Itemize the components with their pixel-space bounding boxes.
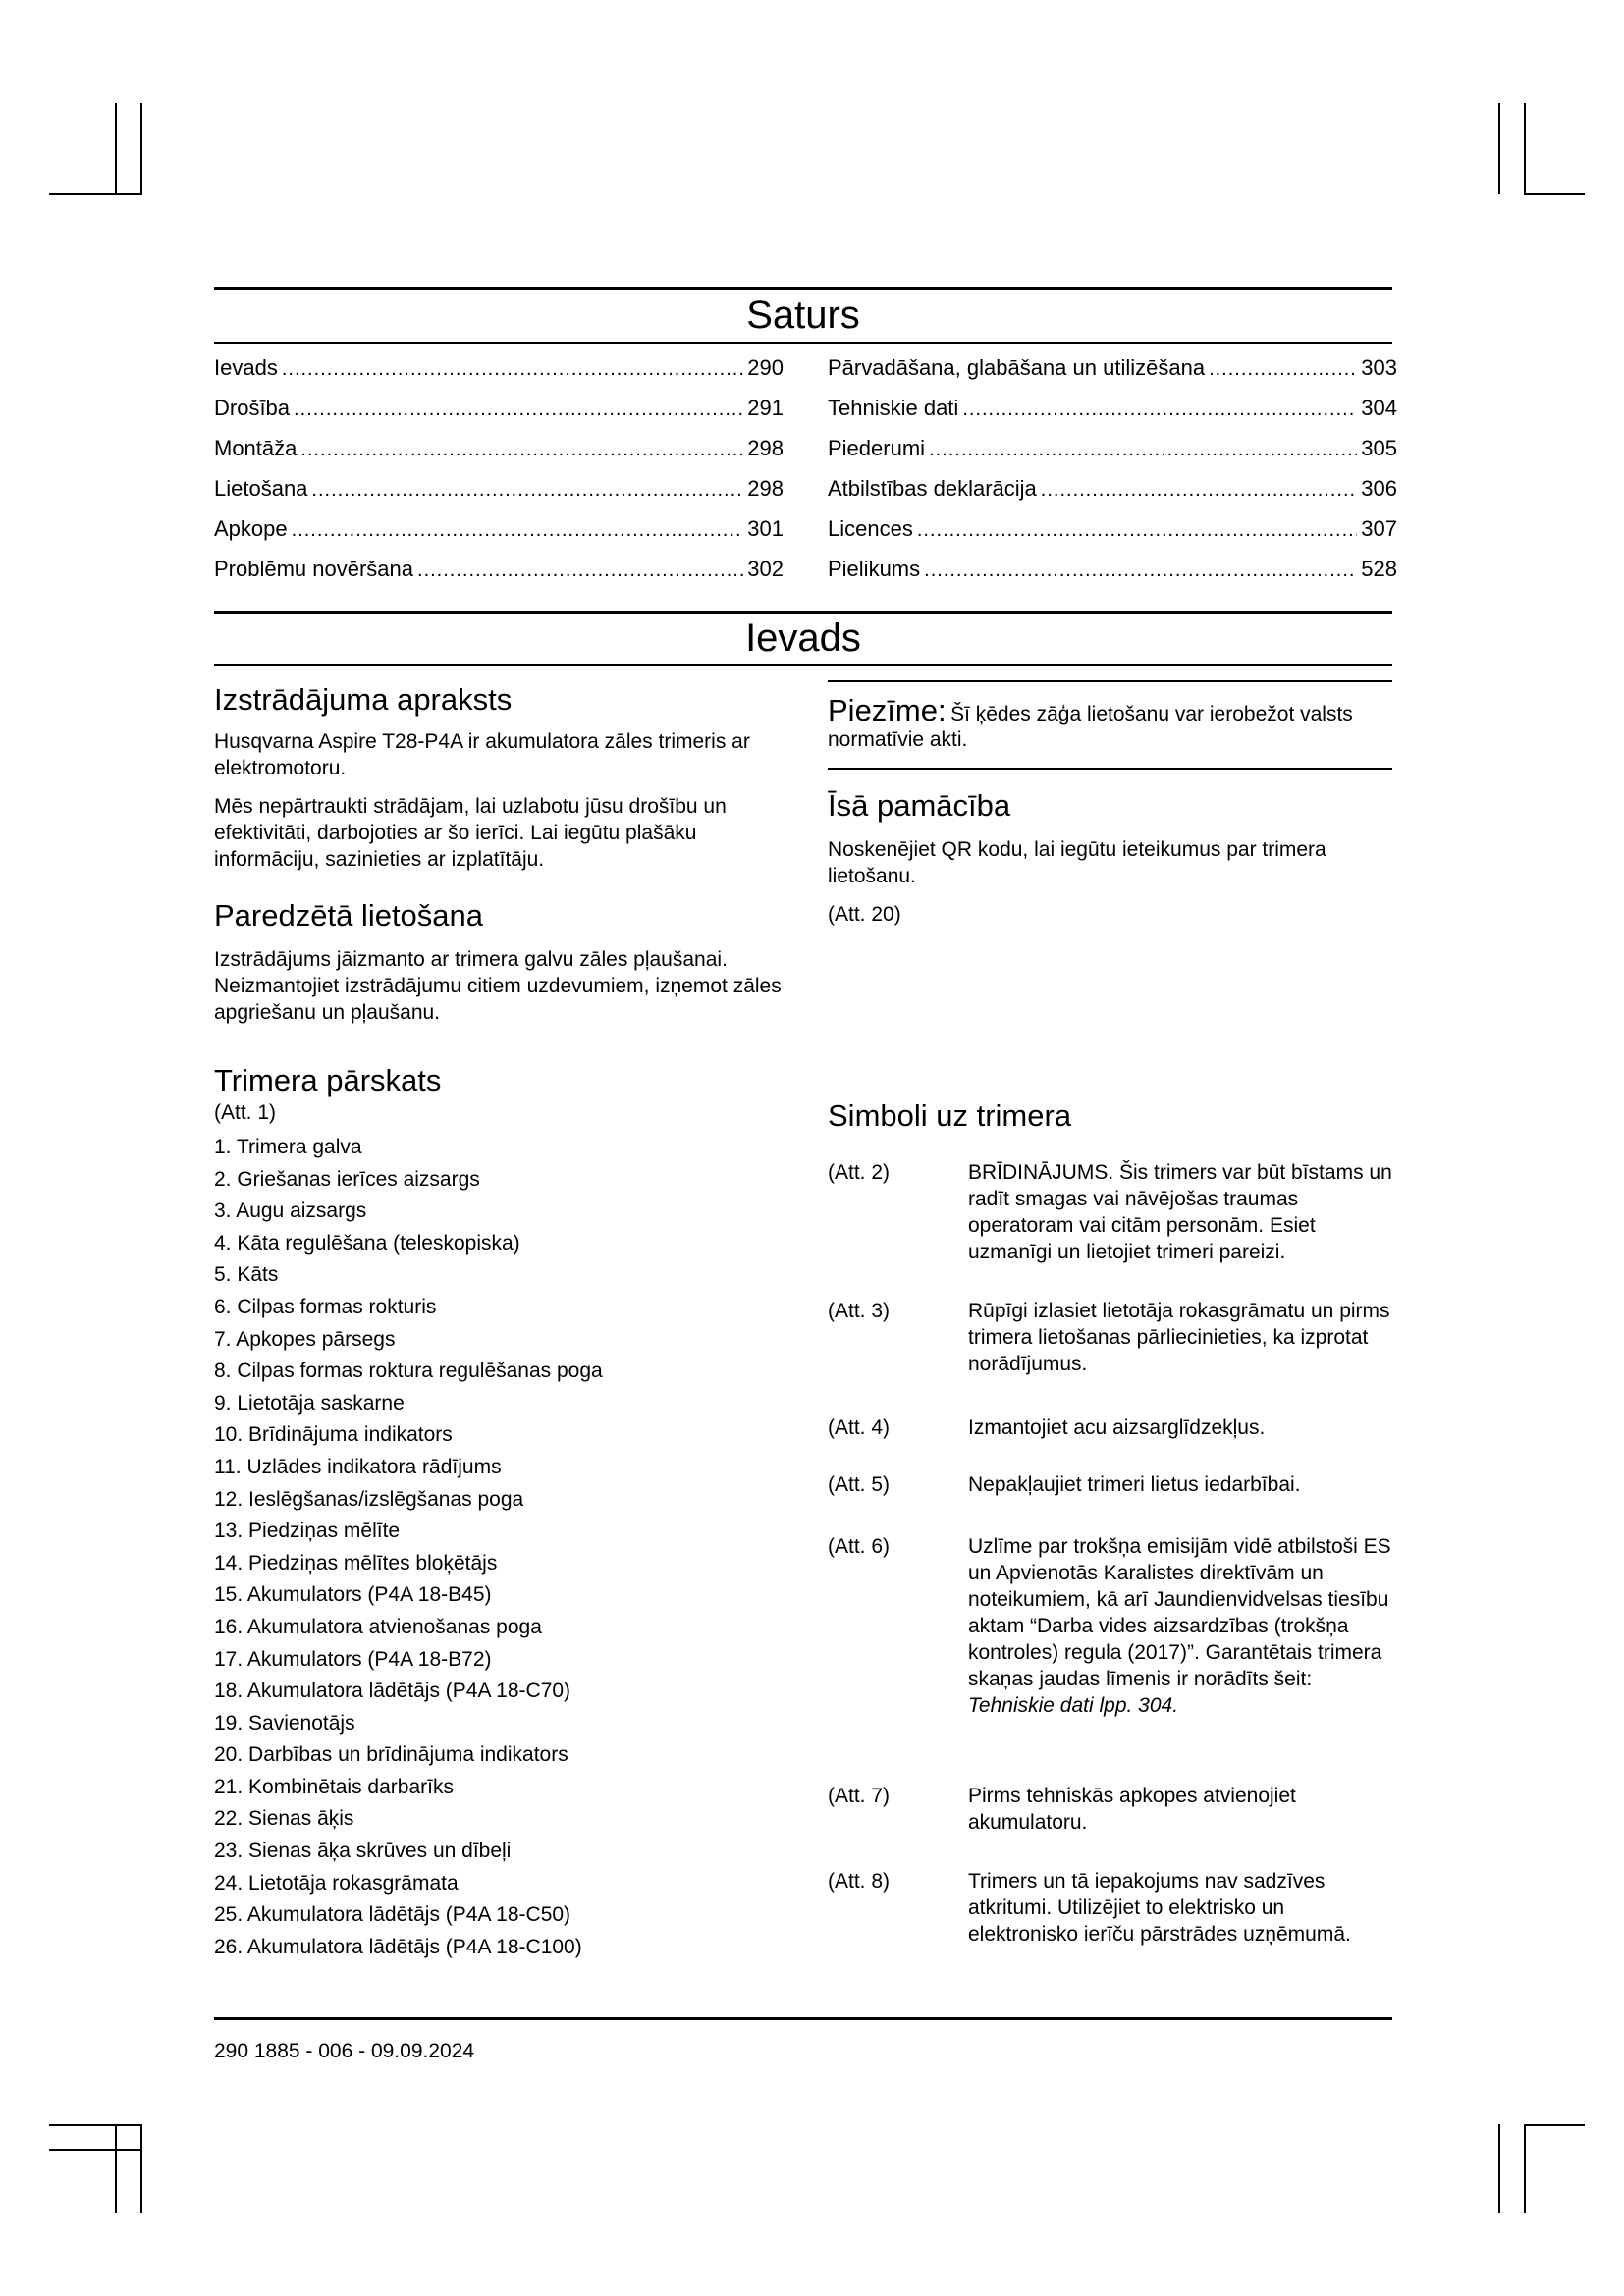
list-item: 11. Uzlādes indikatora rādījums (214, 1455, 502, 1478)
note-label: Piezīme: (828, 693, 947, 727)
crop-mark (140, 103, 142, 194)
quick-guide-text: Noskenējiet QR kodu, lai iegūtu ieteikumus par trimera lietošanu. (828, 838, 1326, 887)
quick-guide-title: Īsā pamācība (828, 788, 1011, 823)
toc-title: Saturs (746, 294, 860, 337)
symbol-figure-ref: (Att. 6) (828, 1535, 891, 1558)
list-item: 19. Savienotājs (214, 1711, 355, 1735)
spec-page-link[interactable]: Tehniskie dati lpp. 304. (968, 1694, 1179, 1717)
quick-guide (828, 787, 1397, 928)
toc-entry[interactable]: Piederumi ..... 305 (828, 429, 1397, 469)
crop-mark (49, 193, 142, 195)
list-item: 8. Cilpas formas roktura regulēšanas poga (214, 1360, 603, 1383)
footer-rule (214, 2017, 1392, 2020)
note-bottom-rule (828, 768, 1392, 770)
toc-leader (292, 510, 744, 550)
section-title: Ievads (745, 616, 861, 660)
intended-use-text: Izstrādājums jāizmanto ar trimera galvu zāles pļaušanai. Neizmantojiet izstrādājumu citiem uzdevumiem, izņemot zāles apgriešanu un pļaušanu. (214, 948, 782, 1024)
symbol-description: Izmantojiet acu aizsarglīdzekļus. (968, 1416, 1266, 1439)
toc-leader (311, 470, 743, 509)
toc-entry[interactable]: Lietošana ..... 298 (214, 469, 784, 509)
list-item: 12. Ieslēgšanas/izslēgšanas poga (214, 1487, 524, 1511)
toc-entry[interactable]: Apkope ..... 301 (214, 509, 784, 550)
crop-mark (115, 2124, 117, 2213)
note-text: Šī ķēdes zāģa lietošanu var ierobežot valsts normatīvie akti. (828, 703, 1353, 751)
list-item: 10. Brīdinājuma indikators (214, 1423, 453, 1447)
list-item: 7. Apkopes pārsegs (214, 1327, 396, 1351)
overview-figure-ref: (Att. 1) (214, 1101, 277, 1124)
crop-mark (1524, 2124, 1526, 2213)
toc-leader (282, 349, 743, 389)
toc-leader (924, 551, 1357, 590)
symbol-description: Pirms tehniskās apkopes atvienojiet akumulatoru. (968, 1785, 1296, 1834)
trimmer-overview (214, 1062, 784, 1963)
symbol-figure-ref: (Att. 8) (828, 1870, 891, 1893)
list-item: 18. Akumulatora lādētājs (P4A 18-C70) (214, 1680, 571, 1703)
toc-entry[interactable]: Licences ..... 307 (828, 509, 1397, 550)
symbol-description: Rūpīgi izlasiet lietotāja rokasgrāmatu un pirms trimera lietošanas pārliecinieties, ka izprotat norādījumus. (968, 1300, 1390, 1375)
toc-leader (917, 510, 1357, 550)
toc-leader (300, 430, 743, 469)
toc-entry[interactable]: Drošība ..... 291 (214, 389, 784, 429)
symbol-figure-ref: (Att. 5) (828, 1473, 891, 1496)
toc-right-column (828, 348, 1397, 590)
crop-mark (115, 103, 117, 194)
overview-list (214, 1132, 784, 1963)
list-item: 5. Kāts (214, 1263, 279, 1287)
page-footer: 290 1885 - 006 - 09.09.2024 (214, 2040, 475, 2062)
toc-leader (1041, 470, 1358, 509)
list-item: 9. Lietotāja saskarne (214, 1391, 405, 1415)
quick-guide-figure-ref: (Att. 20) (828, 903, 901, 926)
toc-title-rule (214, 342, 1392, 344)
list-item: 1. Trimera galva (214, 1136, 362, 1158)
symbol-figure-ref: (Att. 7) (828, 1785, 891, 1807)
overview-title: Trimera pārskats (214, 1063, 442, 1097)
list-item: 25. Akumulatora lādētājs (P4A 18-C50) (214, 1903, 571, 1927)
list-item: 20. Darbības un brīdinājuma indikators (214, 1743, 568, 1767)
toc-top-rule (214, 287, 1392, 290)
symbol-figure-ref: (Att. 4) (828, 1416, 891, 1439)
list-item: 4. Kāta regulēšana (teleskopiska) (214, 1231, 520, 1255)
crop-mark (49, 2149, 142, 2151)
toc-leader (294, 390, 743, 429)
section-title-rule (214, 664, 1392, 666)
crop-mark (1524, 193, 1585, 195)
symbol-description: Trimers un tā iepakojums nav sadzīves atkritumi. Utilizējiet to elektrisko un elektronisko ierīču pārstrādes uzņēmumā. (968, 1870, 1351, 1946)
intended-use-title: Paredzētā lietošana (214, 898, 484, 933)
toc-left-column (214, 348, 784, 590)
list-item: 23. Sienas āķa skrūves un dībeļi (214, 1840, 512, 1863)
toc-entry[interactable]: Problēmu novēršana ..... 302 (214, 550, 784, 590)
toc-entry[interactable]: Pārvadāšana, glabāšana un utilizēšana ..... 303 (828, 348, 1397, 389)
crop-mark (1524, 103, 1526, 194)
product-description-title: Izstrādājuma apraksts (214, 682, 513, 717)
list-item: 14. Piedziņas mēlītes bloķētājs (214, 1551, 498, 1575)
toc-entry[interactable]: Pielikums ..... 528 (828, 550, 1397, 590)
symbol-description: Uzlīme par trokšņa emisijām vidē atbilstoši ES un Apvienotās Karalistes direktīvām un noteikumiem, kā arī Jaundienvidvelsas tiesību aktam “Darba vides aizsardzības (trokšņa kontroles) regula (2017)”. Garantētais trimera skaņas jaudas līmenis ir norādīts šeit: (968, 1535, 1391, 1690)
symbol-figure-ref: (Att. 2) (828, 1161, 891, 1184)
toc-entry[interactable]: Tehniskie dati ..... 304 (828, 389, 1397, 429)
crop-mark (49, 2124, 142, 2126)
toc-leader (417, 551, 743, 590)
symbol-description: BRĪDINĀJUMS. Šis trimers var būt bīstams un radīt smagas vai nāvējošas traumas operatoram vai citām personām. Esiet uzmanīgi un lietojiet trimeri pareizi. (968, 1161, 1392, 1263)
product-description (214, 681, 784, 873)
product-description-text: Husqvarna Aspire T28-P4A ir akumulatora zāles trimeris ar elektromotoru. (214, 730, 750, 779)
symbol-figure-ref: (Att. 3) (828, 1300, 891, 1322)
toc-entry[interactable]: Montāža ..... 298 (214, 429, 784, 469)
list-item: 6. Cilpas formas rokturis (214, 1295, 437, 1318)
toc-entry[interactable]: Atbilstības deklarācija ..... 306 (828, 469, 1397, 509)
list-item: 21. Kombinētais darbarīks (214, 1775, 454, 1798)
list-item: 24. Lietotāja rokasgrāmata (214, 1871, 459, 1895)
list-item: 3. Augu aizsargs (214, 1200, 367, 1223)
crop-mark (1498, 103, 1500, 194)
toc-leader (1209, 349, 1357, 389)
toc-leader (962, 390, 1357, 429)
note-top-rule (828, 680, 1392, 682)
toc-entry[interactable]: Ievads ..... 290 (214, 348, 784, 389)
symbol-description: Nepakļaujiet trimeri lietus iedarbībai. (968, 1473, 1301, 1496)
list-item: 2. Griešanas ierīces aizsargs (214, 1167, 480, 1191)
symbols-title: Simboli uz trimera (828, 1098, 1072, 1133)
crop-mark (1498, 2124, 1500, 2213)
list-item: 26. Akumulatora lādētājs (P4A 18-C100) (214, 1935, 582, 1958)
list-item: 15. Akumulators (P4A 18-B45) (214, 1583, 492, 1607)
section-top-rule (214, 611, 1392, 614)
product-description-text: Mēs nepārtraukti strādājam, lai uzlabotu jūsu drošību un efektivitāti, darbojoties ar šo ierīci. Lai iegūtu plašāku informāciju, sazinieties ar izplatītāju. (214, 795, 727, 871)
note-box (828, 693, 1397, 752)
toc-leader (929, 430, 1357, 469)
list-item: 16. Akumulatora atvienošanas poga (214, 1615, 542, 1638)
crop-mark (140, 2124, 142, 2213)
intended-use (214, 897, 784, 1026)
list-item: 22. Sienas āķis (214, 1807, 354, 1831)
list-item: 13. Piedziņas mēlīte (214, 1520, 401, 1543)
crop-mark (1524, 2124, 1585, 2126)
list-item: 17. Akumulators (P4A 18-B72) (214, 1647, 492, 1671)
